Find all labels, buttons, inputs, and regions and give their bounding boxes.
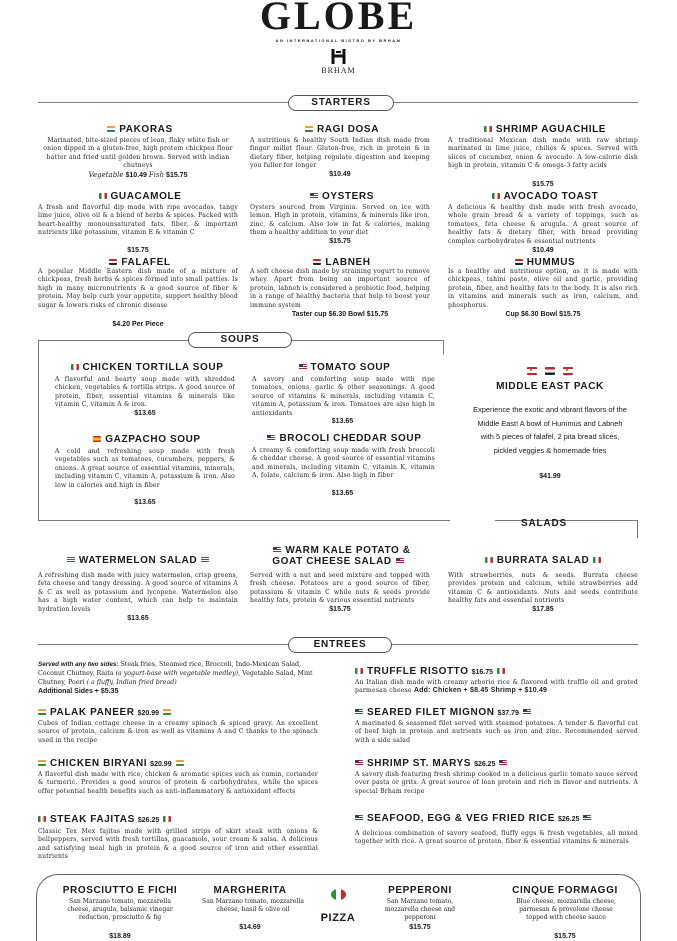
item-price-pakoras: Vegetable $10.49 Fish $15.75 bbox=[88, 171, 188, 179]
tagline: AN INTERNATIONAL BISTRO BY BRHAM bbox=[275, 38, 402, 43]
item-title-burrata-salad: BURRATA SALAD bbox=[443, 555, 643, 566]
item-title-chicken-tortilla: CHICKEN TORTILLA SOUP bbox=[45, 362, 245, 373]
item-desc-chicken-biryani: A flavorful dish made with rice, chicken & aromatic spices such as cumin, coriander & turmeric. Provides a good source of protein & carbohydrates, while the spices offer potential health benefits such as anti-inflammatory & antioxidant effects bbox=[38, 771, 318, 795]
item-title-middle-east-pack: MIDDLE EAST PACK bbox=[496, 381, 604, 392]
item-title-palak-paneer: PALAK PANEER $20.99 bbox=[38, 707, 175, 718]
item-desc-seared-filet: A marinated & seasoned filet served with steamed potatoes. A tender & flavorful cut of beef high in protein and nutrients such as iron and zinc. Recommended served with a side salad bbox=[355, 720, 638, 744]
item-title-steak-fajitas: STEAK FAJITAS $26.25 bbox=[38, 814, 175, 825]
item-desc-pakoras: Marinated, bite-sized pieces of lean, flaky white fish or onion dipped in a gluten-free, high protein chickpea flour batter and fried until golden brown. Served with indian chutneys bbox=[43, 137, 233, 170]
item-title-ragi-dosa: RAGI DOSA bbox=[245, 124, 435, 135]
item-title-oysters: OYSTERS bbox=[245, 191, 435, 202]
usa-flag-icon bbox=[267, 435, 275, 441]
section-header-soups: SOUPS bbox=[188, 332, 292, 348]
item-title-tomato-soup: TOMATO SOUP bbox=[245, 362, 440, 373]
item-desc-steak-fajitas: Classic Tex Mex fajitas made with grilled strips of skirt steak with onions & bellpeppers, served with fresh tortillas, guacamole, sour cream & salsa. A delicious and satisfying meal high in protein & a good source of iron and other essential nutrients bbox=[38, 828, 318, 861]
item-price-shrimp-aguachile: $15.75 bbox=[532, 181, 554, 188]
usa-flag-icon bbox=[355, 760, 363, 766]
item-price-kale-potato: $15.75 bbox=[329, 606, 351, 613]
item-desc-kale-potato: Served with a nut and seed mixture and topped with fresh cheese. Potatoes are a good source of fiber, potassium & vitamin C while nuts & seeds provide healthy fats, protein & various essential nutrients bbox=[250, 572, 430, 605]
egypt-flag-icon bbox=[515, 259, 523, 265]
item-price-burrata-salad: $17.85 bbox=[532, 606, 554, 613]
mexico-flag-icon bbox=[71, 364, 79, 370]
brham-mark-icon bbox=[330, 48, 347, 65]
mexico-flag-icon bbox=[38, 816, 46, 822]
item-desc-palak-paneer: Cubes of Indian cottage cheese in a creamy spinach & spiced gravy. An excellent source of protein, calcium & iron as well as vitamins A and C thanks to the spinach used in the recipe bbox=[38, 720, 318, 744]
sides-note: Served with any two sides: Steak fries, Steamed rice, Broccoli, Indo-Mexican Salad, Coconut Chutney, Raita (a yogurt-base with vegetable medley), Vegetable Salad, Mint Chutney, Poori ( a fluffy, Indian fried bread) bbox=[38, 661, 313, 686]
section-header-starters: STARTERS bbox=[288, 95, 394, 111]
usa-flag-icon bbox=[583, 815, 591, 821]
pizza-desc-margherita: San Marzano tomato, mozzarella cheese, basil & olive oil bbox=[202, 898, 304, 914]
mexico-flag-icon bbox=[99, 193, 107, 199]
item-price-broccoli-cheddar: $13.65 bbox=[331, 490, 354, 497]
item-desc-falafel: A popular Middle Eastern dish made of a mixture of chickpeas, fresh herbs & spices formed into small patties. Is high in many micronutrients & a good source of fiber & protein. May help curb your appetite, support healthy blood sugar & lowers risks of chronic disease bbox=[38, 268, 238, 309]
middle-east-flags bbox=[460, 360, 640, 379]
egypt-flag-icon bbox=[545, 367, 555, 375]
india-flag-icon bbox=[38, 760, 46, 766]
item-price-oysters: $15.75 bbox=[329, 238, 351, 245]
item-desc-watermelon-salad: A refreshing dish made with juicy watermelon, crisp greens, feta cheese and tangy dressing. A good source of vitamins A & C as well as potassium and lycopene. Watermelon also has a high water content, which can help to maintain hydration levels bbox=[38, 572, 238, 613]
item-price-middle-east-pack: $41.99 bbox=[539, 473, 561, 480]
item-desc-labneh: A soft cheese dish made by straining yogurt to remove whey. Apart from being an important source of protein, labneh is considered a probiotic food, helping in a range of healthy bacteria that help to boost your immune system bbox=[250, 268, 430, 309]
item-desc-hummus: Is a healthy and nutritious option, as it is made with chickpeas, tahini paste, olive oil and garlic, providing protein, fiber, and healthy fats to the body. It is also rich in vitamins and minerals such as iron, calcium, and phosphorus. bbox=[448, 268, 638, 309]
item-title-labneh: LABNEH bbox=[245, 257, 435, 268]
item-desc-oysters: Oysters sourced from Virginia. Served on ice with lemon. High in protein, vitamins, & minerals like iron, zinc, & calcium. Also low in fat & calories, making them a healthy addition to your diet bbox=[250, 204, 430, 237]
pizza-section-label: PIZZA bbox=[320, 912, 356, 924]
item-title-broccoli-cheddar: BROCOLI CHEDDAR SOUP bbox=[245, 433, 440, 444]
usa-flag-icon bbox=[355, 815, 363, 821]
greece-flag-icon bbox=[201, 557, 209, 563]
india-flag-icon bbox=[176, 760, 184, 766]
item-desc-shrimp-st-marys: A savory dish featuring fresh shrimp cooked in a delicious garlic tomato sauce served over pasta or grits. A great source of lean protein and rich in flavor and nutrients. A special Brham recipe bbox=[355, 771, 638, 795]
item-title-seared-filet: SEARED FILET MIGNON $37.79 bbox=[355, 707, 535, 718]
section-header-entrees: ENTREES bbox=[288, 637, 392, 653]
pizza-title-prosciutto: PROSCIUTTO E FICHI bbox=[62, 885, 178, 896]
item-price-ragi-dosa: $10.49 bbox=[329, 171, 351, 178]
item-desc-tomato-soup: A savory and comforting soup made with ripe tomatoes, onions, garlic & other seasonings. A good source of vitamins & minerals, including vitamin C, vitamin A, potassium & iron. Tomatoes are also high in antioxidants bbox=[252, 376, 435, 417]
item-title-avocado-toast: AVOCADO TOAST bbox=[443, 191, 643, 202]
item-title-pakoras: PAKORAS bbox=[38, 124, 238, 135]
item-desc-seafood-rice: A delicious combination of savory seafood, fluffy eggs & fresh vegetables, all mixed together with rice. A great source of protein, fiber & essential vitamins & minerals bbox=[355, 830, 638, 846]
item-desc-avocado-toast: A delicious & healthy dish made with fresh avocado, whole grain bread & a variety of toppings, such as tomatoes, feta cheese & arugula. A great source of healthy fats & dietary fiber, with bread providing complex carbohydrates & essential nutrients bbox=[448, 204, 638, 245]
item-title-kale-potato: WARM KALE POTATO & bbox=[245, 545, 435, 556]
item-desc-burrata-salad: With strawberries, nuts & seeds. Burrata cheese provides protein and calcium, while strawberries add vitamin C & antioxidants. Nuts and seeds contribute healthy fats and essential nutrients bbox=[448, 572, 638, 605]
italy-flag-icon bbox=[355, 668, 363, 674]
egypt-flag-icon bbox=[313, 259, 321, 265]
italy-flag-icon bbox=[593, 557, 601, 563]
item-title-hummus: HUMMUS bbox=[443, 257, 643, 268]
item-price-falafel: $4.20 Per Piece bbox=[112, 321, 164, 328]
italy-flag-icon bbox=[485, 557, 493, 563]
pizza-title-margherita: MARGHERITA bbox=[213, 885, 287, 896]
item-price-chicken-tortilla: $13.65 bbox=[134, 410, 156, 417]
mexico-flag-icon bbox=[492, 193, 500, 199]
item-title-gazpacho: GAZPACHO SOUP bbox=[45, 434, 245, 445]
lebanon-flag-icon bbox=[563, 367, 573, 375]
item-price-hummus: Cup $6.30 Bowl $15.75 bbox=[505, 311, 581, 318]
pizza-price-cinque: $15.75 bbox=[554, 933, 576, 940]
india-flag-icon bbox=[163, 709, 171, 715]
item-title-kale-potato-line2: GOAT CHEESE SALAD bbox=[245, 556, 435, 567]
pizza-price-margherita: $14.69 bbox=[239, 924, 261, 931]
item-desc-shrimp-aguachile: A traditional Mexican dish made with raw shrimp marinated in lime juice, chilies & spices. Served with slices of cucumber, onion & avocado. A low-calorie dish high in protein, vitamin C & omega-3 fatty acids bbox=[448, 137, 638, 170]
usa-flag-icon bbox=[523, 709, 531, 715]
item-price-tomato-soup: $13.65 bbox=[331, 418, 354, 425]
greece-flag-icon bbox=[67, 557, 75, 563]
item-title-shrimp-st-marys: SHRIMP ST. MARYS $26.25 bbox=[355, 758, 511, 769]
mexico-flag-icon bbox=[484, 126, 492, 132]
item-title-chicken-biryani: CHICKEN BIRYANI $20.99 bbox=[38, 758, 188, 769]
spain-flag-icon bbox=[93, 436, 101, 442]
item-title-watermelon-salad: WATERMELON SALAD bbox=[38, 555, 238, 566]
india-flag-icon bbox=[305, 126, 313, 132]
item-price-guacamole: $15.75 bbox=[127, 247, 149, 254]
usa-flag-icon bbox=[273, 547, 281, 553]
usa-flag-icon bbox=[499, 760, 507, 766]
item-desc-truffle-risotto: An Italian dish made with creamy arborio rice & flavored with truffle oil and grated parmesan cheese Add: Chicken + $8.45 Shrimp + $10.49 bbox=[355, 679, 638, 695]
item-price-labneh: Taster cup $6.30 Bowl $15.75 bbox=[291, 311, 389, 318]
egypt-flag-icon bbox=[109, 259, 117, 265]
item-price-gazpacho: $13.65 bbox=[134, 499, 156, 506]
item-desc-broccoli-cheddar: A creamy & comforting soup made with fresh broccoli & cheddar cheese. A good source of essential vitamins and minerals, including vitamin C, vitamin K, vitamin A, folate, calcium & iron. Also high in fiber bbox=[252, 447, 435, 480]
divider bbox=[443, 340, 444, 355]
usa-flag-icon bbox=[310, 193, 318, 199]
usa-flag-icon bbox=[299, 364, 307, 370]
item-desc-chicken-tortilla: A flavorful and hearty soup made with shredded chicken, vegetables & tortilla strips. A good source of protein, fiber, essential vitamins & minerals like vitamin C, vitamin A & iron. bbox=[55, 376, 235, 409]
item-desc-gazpacho: A cold and refreshing soup made with fresh vegetables such as tomatoes, cucumbers, peppers, & onions. A great source of essential vitamins, minerals, including vitamin C, vitamin A, potassium & iron. Also low in calories and high in fiber bbox=[55, 448, 235, 489]
item-price-avocado-toast: $10.49 bbox=[532, 247, 554, 254]
pizza-title-cinque: CINQUE FORMAGGI bbox=[512, 885, 618, 896]
pizza-desc-pepperoni: San Marzano tomato, mozzarella cheese and pepperoni bbox=[384, 898, 456, 922]
usa-flag-icon bbox=[355, 709, 363, 715]
section-header-salads: SALADS bbox=[521, 518, 567, 529]
mexico-flag-icon bbox=[163, 816, 171, 822]
india-flag-icon bbox=[107, 126, 115, 132]
item-desc-ragi-dosa: A nutritious & healthy South Indian dish made from finger millet flour. Gluten-free, rich in protein & in dietary fiber, helping regulate digestion and keeping you fuller for longer bbox=[250, 137, 430, 170]
pizza-desc-cinque: Blue cheese, mozzarella cheese, parmesan & provolone cheese topped with cheese sauce bbox=[516, 898, 616, 922]
restaurant-logo: GLOBE bbox=[259, 0, 418, 38]
italy-flag-icon bbox=[497, 668, 505, 674]
item-title-guacamole: GUACAMOLE bbox=[38, 191, 238, 202]
brand-name: BRHAM bbox=[321, 66, 356, 75]
lebanon-flag-icon bbox=[527, 367, 537, 375]
pizza-price-prosciutto: $18.89 bbox=[109, 933, 131, 940]
additional-sides: Additional Sides + $5.35 bbox=[38, 688, 119, 695]
divider bbox=[38, 520, 450, 521]
item-title-shrimp-aguachile: SHRIMP AGUACHILE bbox=[443, 124, 643, 135]
usa-flag-icon bbox=[396, 558, 404, 564]
item-price-watermelon-salad: $13.65 bbox=[127, 615, 149, 622]
item-desc-middle-east-pack: Experience the exotic and vibrant flavors of the Middle East! A bowl of Hummus and Labneh with 5 pieces of falafel, 2 pita bread slices, pickled veggies & homemade fries bbox=[473, 405, 627, 455]
item-title-seafood-rice: SEAFOOD, EGG & VEG FRIED RICE $26.25 bbox=[355, 813, 595, 824]
pizza-desc-prosciutto: San Marzano tomato, mozzarella cheese, arugula, balsamic vinegar reduction, prosciutto & fig bbox=[67, 898, 173, 922]
item-title-truffle-risotto: TRUFFLE RISOTTO $16.75 bbox=[355, 666, 509, 677]
pizza-title-pepperoni: PEPPERONI bbox=[388, 885, 452, 896]
italy-flag-icon bbox=[331, 889, 346, 900]
india-flag-icon bbox=[38, 709, 46, 715]
pizza-price-pepperoni: $15.75 bbox=[409, 924, 431, 931]
item-title-falafel: FALAFEL bbox=[38, 257, 238, 268]
item-desc-guacamole: A fresh and flavorful dip made with ripe avocados, tangy lime juice, olive oil & a blend of herbs & spices. Packed with heart-healthy monounsaturated fats, fiber, & important nutrients like potassium, vitamin E & vitamin C bbox=[38, 204, 238, 237]
